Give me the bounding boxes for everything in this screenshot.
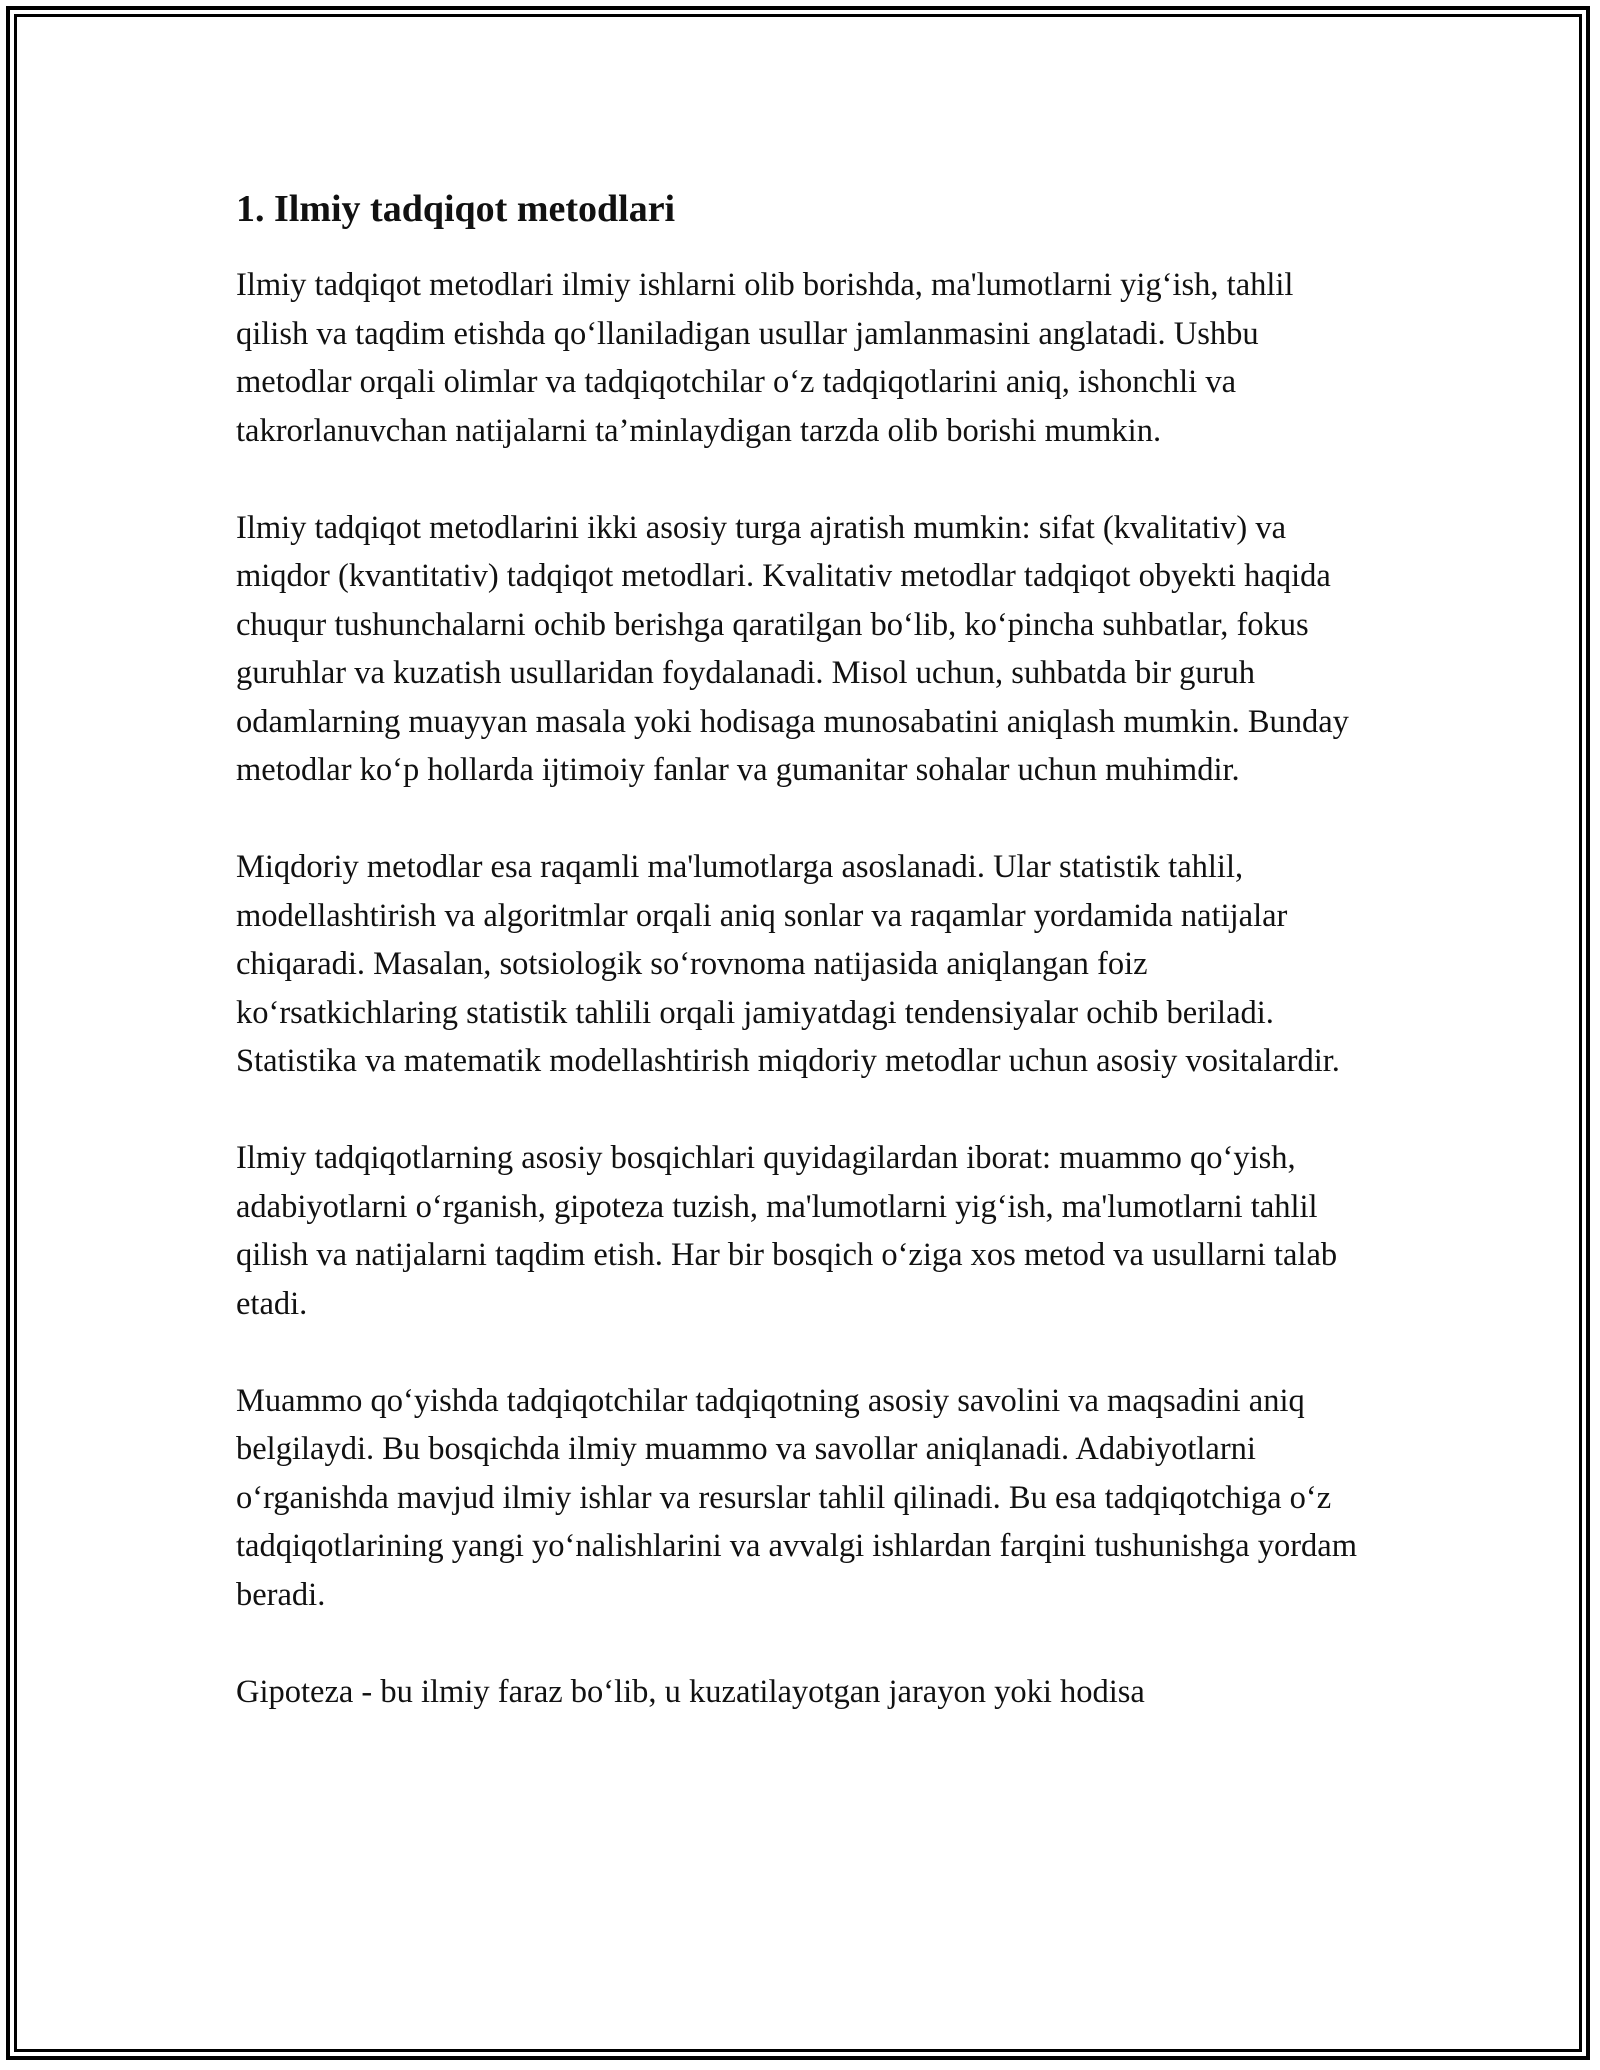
document-body	[236, 185, 1366, 1716]
paragraph-5: Muammo qo‘yishda tadqiqotchilar tadqiqotning asosiy savolini va maqsadini aniq belgilaydi. Bu bosqichda ilmiy muammo va savollar aniqlanadi. Adabiyotlarni o‘rganishda mavjud ilmiy ishlar va resurslar tahlil qilinadi. Bu esa tadqiqotchiga o‘z tadqiqotlarining yangi yo‘nalishlarini va avvalgi ishlardan farqini tushunishga yordam beradi.	[236, 1382, 1357, 1613]
paragraph-4: Ilmiy tadqiqotlarning asosiy bosqichlari quyidagilardan iborat: muammo qo‘yish, adabiyotlarni o‘rganish, gipoteza tuzish, ma'lumotlarni yig‘ish, ma'lumotlarni tahlil qilish va natijalarni taqdim etish. Har bir bosqich o‘ziga xos metod va usullarni talab etadi.	[236, 1140, 1338, 1322]
paragraph-6: Gipoteza - bu ilmiy faraz bo‘lib, u kuzatilayotgan jarayon yoki hodisa	[236, 1673, 1145, 1710]
paragraph-3: Miqdoriy metodlar esa raqamli ma'lumotlarga asoslanadi. Ular statistik tahlil, modellashtirish va algoritmlar orqali aniq sonlar va raqamlar yordamida natijalar chiqaradi. Masalan, sotsiologik so‘rovnoma natijasida aniqlangan foiz ko‘rsatkichlaring statistik tahlili orqali jamiyatdagi tendensiyalar ochib beriladi. Statistika va matematik modellashtirish miqdoriy metodlar uchun asosiy vositalardir.	[236, 849, 1340, 1079]
paragraph-2: Ilmiy tadqiqot metodlarini ikki asosiy turga ajratish mumkin: sifat (kvalitativ) va miqdor (kvantitativ) tadqiqot metodlari. Kvalitativ metodlar tadqiqot obyekti haqida chuqur tushunchalarni ochib berishga qaratilgan bo‘lib, ko‘pincha suhbatlar, fokus guruhlar va kuzatish usullaridan foydalanadi. Misol uchun, suhbatda bir guruh odamlarning muayyan masala yoki hodisaga munosabatini aniqlash mumkin. Bunday metodlar ko‘p hollarda ijtimoiy fanlar va gumanitar sohalar uchun muhimdir.	[236, 509, 1349, 788]
document-title: 1. Ilmiy tadqiqot metodlari	[236, 188, 676, 230]
paragraph-1: Ilmiy tadqiqot metodlari ilmiy ishlarni olib borishda, ma'lumotlarni yig‘ish, tahlil qilish va taqdim etishda qo‘llaniladigan usullar jamlanmasini anglatadi. Ushbu metodlar orqali olimlar va tadqiqotchilar o‘z tadqiqotlarini aniq, ishonchli va takrorlanuvchan natijalarni ta’minlaydigan tarzda olib borishi mumkin.	[236, 267, 1294, 449]
